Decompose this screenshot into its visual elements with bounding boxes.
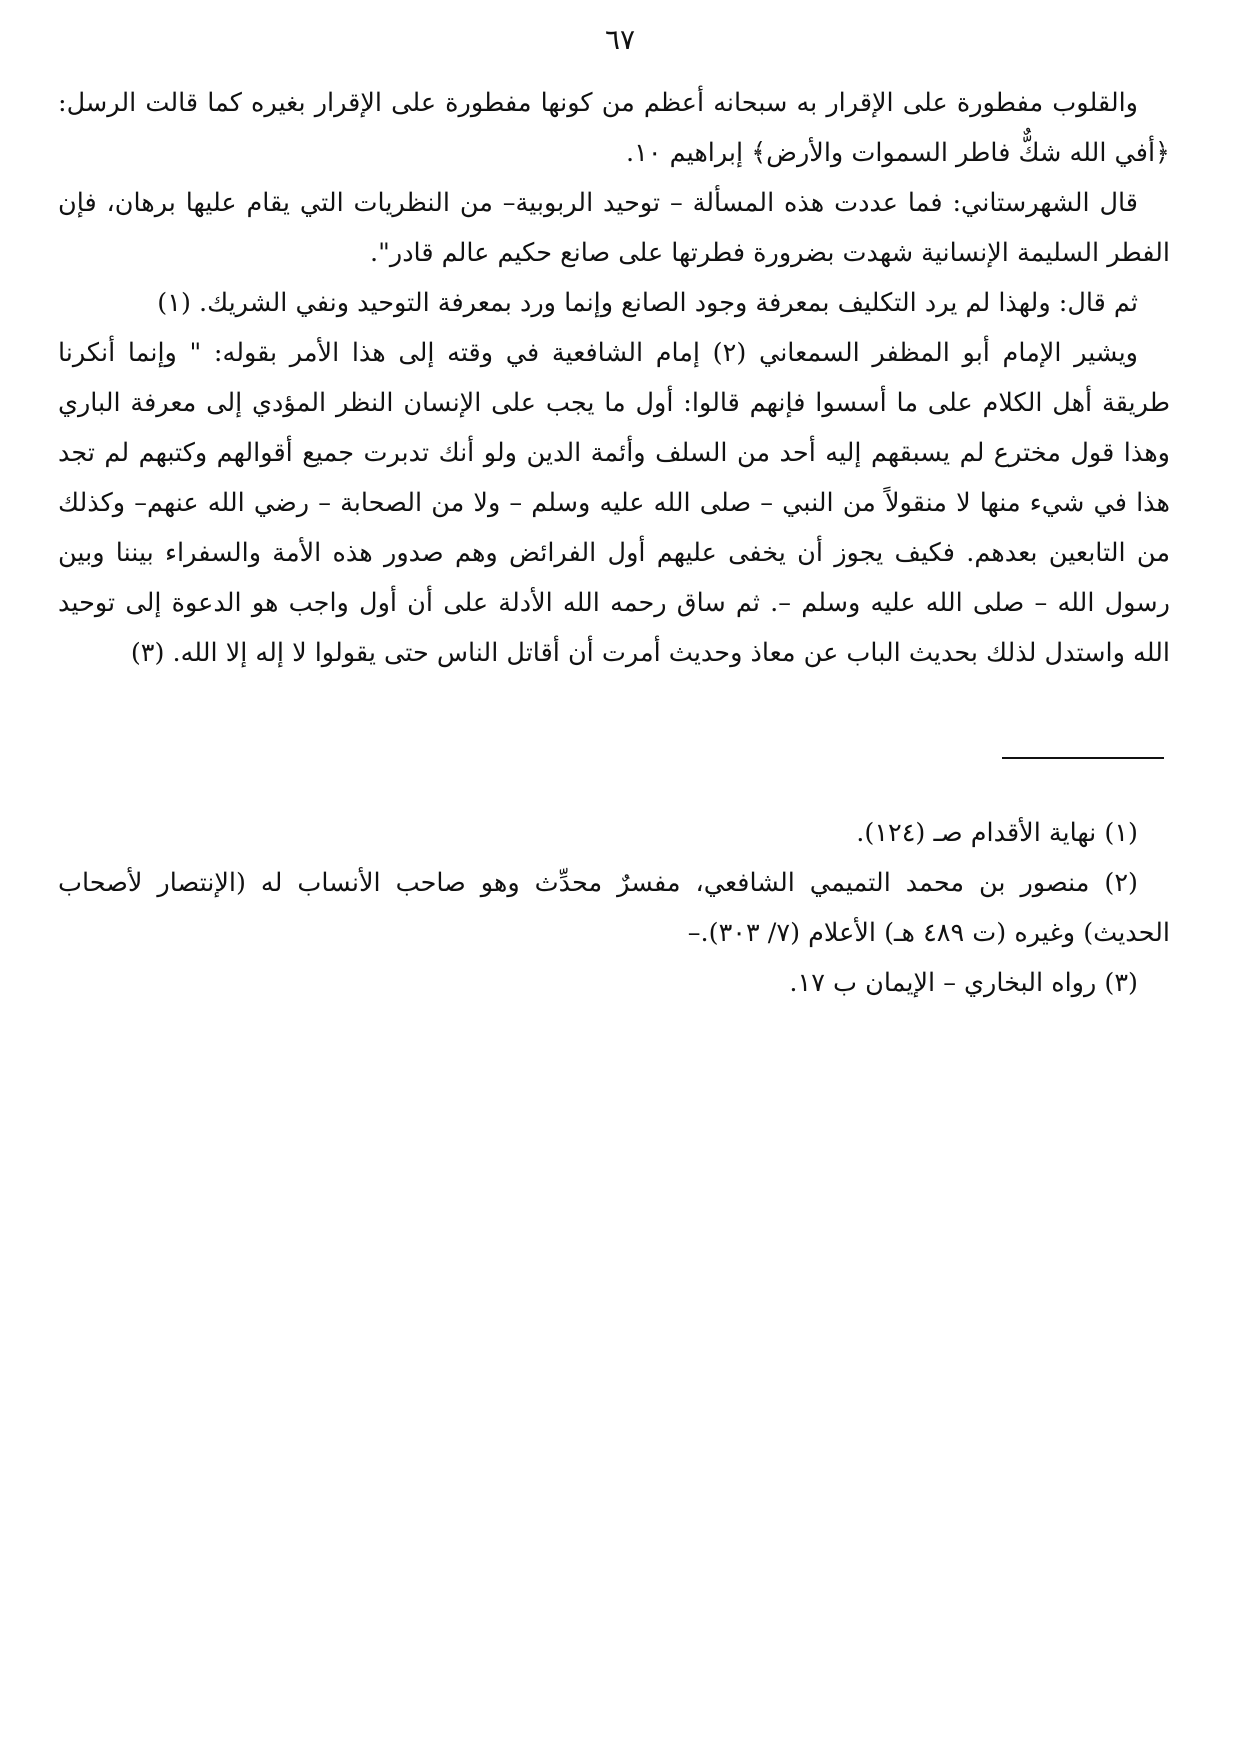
page-number: ٦٧ bbox=[604, 23, 636, 56]
footnote: (٣) رواه البخاري – الإيمان ب ١٧. bbox=[789, 968, 1138, 998]
paragraph: ويشير الإمام أبو المظفر السمعاني (٢) إمام الشافعية في وقته إلى هذا الأمر بقوله: " وإنما أنكرنا طريقة أهل الكلام على ما أسسوا فإنهم قالوا: أول ما يجب على الإنسان النظر المؤدي إلى معرفة الباري وهذا قول مخترع لم يسبقهم إليه أحد من السلف وأئمة الدين ولو أنك تدبرت جميع أقوالهم وكتبهم لم تجد هذا في شيء منها لا منقولاً من النبي – صلى الله عليه وسلم – ولا من الصحابة – رضي الله عنهم– وكذلك من التابعين بعدهم. فكيف يجوز أن يخفى عليهم أول الفرائض وهم صدور هذه الأمة والسفراء بيننا وبين رسول الله – صلى الله عليه وسلم –. ثم ساق رحمه الله الأدلة على أن أول واجب هو الدعوة إلى توحيد الله واستدل لذلك بحديث الباب عن معاذ وحديث أمرت أن أقاتل الناس حتى يقولوا لا إله إلا الله. (٣) bbox=[58, 338, 1170, 668]
footnotes bbox=[58, 808, 1170, 1008]
paragraph: والقلوب مفطورة على الإقرار به سبحانه أعظم من كونها مفطورة على الإقرار بغيره كما قالت الرسل: ﴿أفي الله شكٌّ فاطر السموات والأرض﴾ إبراهيم ١٠. bbox=[58, 88, 1170, 168]
footnote-separator bbox=[1002, 757, 1164, 759]
paragraph: ثم قال: ولهذا لم يرد التكليف بمعرفة وجود الصانع وإنما ورد بمعرفة التوحيد ونفي الشريك. (١) bbox=[157, 288, 1138, 318]
main-text bbox=[58, 78, 1170, 678]
paragraph: قال الشهرستاني: فما عددت هذه المسألة – توحيد الربوبية– من النظريات التي يقام عليها برهان، فإن الفطر السليمة الإنسانية شهدت بضرورة فطرتها على صانع حكيم عالم قادر". bbox=[58, 188, 1170, 268]
footnote: (١) نهاية الأقدام صـ (١٢٤). bbox=[856, 818, 1138, 848]
footnote: (٢) منصور بن محمد التميمي الشافعي، مفسرٌ محدِّث وهو صاحب الأنساب له (الإنتصار لأصحاب الحديث) وغيره (ت ٤٨٩ هـ) الأعلام (٧/ ٣٠٣).– bbox=[58, 868, 1170, 948]
